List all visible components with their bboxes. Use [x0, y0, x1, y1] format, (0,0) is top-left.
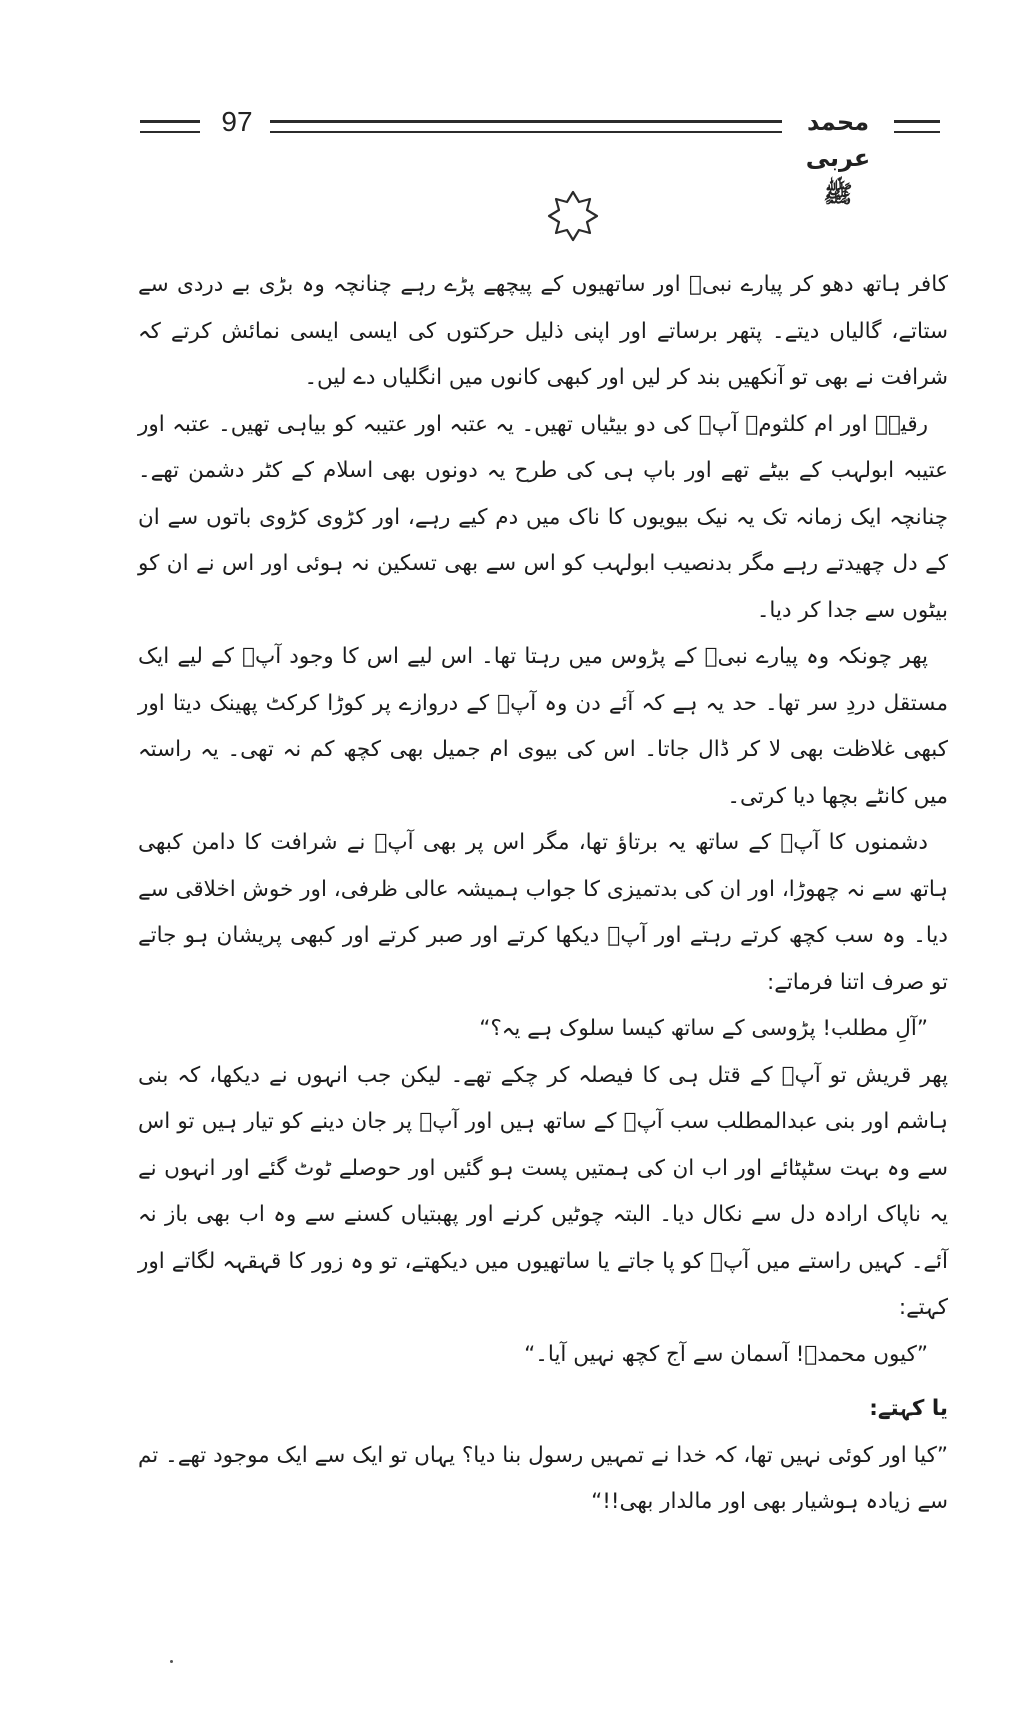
page-number: 97: [221, 106, 253, 137]
paper-speck: [170, 1660, 173, 1663]
header-rule-right: [894, 120, 940, 133]
header-rule-middle: [270, 120, 782, 133]
quote-3: ”کیا اور کوئی نہیں تھا، کہ خدا نے تمہیں رسول بنا دیا؟ یہاں تو ایک سے ایک موجود تھے۔ تم سے زیادہ ہوشیار بھی اور مالدار بھی!!“: [138, 1442, 948, 1514]
running-header: [140, 104, 940, 208]
quote-2: ”کیوں محمدؐ! آسمان سے آج کچھ نہیں آیا۔“: [524, 1341, 928, 1367]
quote-1: ”آلِ مطلب! پڑوسی کے ساتھ کیسا سلوک ہے یہ؟“: [479, 1016, 928, 1041]
paragraph-4: دشمنوں کا آپؐ کے ساتھ یہ برتاؤ تھا، مگر اس پر بھی آپؐ نے شرافت کا دامن کبھی ہاتھ سے نہ چھوڑا، اور ان کی بدتمیزی کا جواب ہمیشہ عالی ظرفی، اور خوش اخلاقی سے دیا۔ وہ سب کچھ کرتے رہتے اور آپؐ دیکھا کرتے اور صبر کرتے اور کبھی پریشان ہو جاتے تو صرف اتنا فرماتے:: [138, 830, 948, 995]
body-text: [138, 262, 948, 1526]
eight-point-star-icon: [545, 188, 601, 244]
paragraph-1: کافر ہاتھ دھو کر پیارے نبیؐ اور ساتھیوں کے پیچھے پڑے رہے چنانچہ وہ بڑی بے دردی سے ستاتے، گالیاں دیتے۔ پتھر برساتے اور اپنی ذلیل حرکتوں کی ایسی ایسی نمائش کرتے کہ شرافت نے بھی تو آنکھیں بند کر لیں اور کبھی کانوں میں انگلیاں دے لیں۔: [138, 272, 948, 390]
paragraph-5: پھر قریش تو آپؐ کے قتل ہی کا فیصلہ کر چکے تھے۔ لیکن جب انہوں نے دیکھا، کہ بنی ہاشم اور بنی عبدالمطلب سب آپؐ کے ساتھ ہیں اور آپؐ پر جان دینے کو تیار ہیں تو اس سے وہ بہت سٹپٹائے اور اب ان کی ہمتیں پست ہو گئیں اور حوصلے ٹوٹ گئے اور انہوں نے یہ ناپاک ارادہ دل سے نکال دیا۔ البتہ چوٹیں کرنے اور پھبتیاں کسنے سے وہ اب بھی باز نہ آئے۔ کہیں راستے میں آپؐ کو پا جاتے یا ساتھیوں میں دیکھتے، تو وہ زور کا قہقہہ لگاتے اور کہتے:: [138, 1062, 948, 1320]
header-rule-left: [140, 120, 200, 133]
paragraph-2: رقیہؓ اور ام کلثومؓ آپؐ کی دو بیٹیاں تھیں۔ یہ عتبہ اور عتیبہ کو بیاہی تھیں۔ عتبہ اور عتیبہ ابولہب کے بیٹے تھے اور باپ ہی کی طرح یہ دونوں بھی اسلام کے کٹر دشمن تھے۔ چنانچہ ایک زمانہ تک یہ نیک بیویوں کا ناک میں دم کیے رہے، اور کڑوی کڑوی باتوں سے ان کے دل چھیدتے رہے مگر بدنصیب ابولہب کو اس سے بھی تسکین نہ ہوئی اور اس نے ان کو بیٹوں سے جدا کر دیا۔: [138, 411, 948, 623]
paragraph-3: پھر چونکہ وہ پیارے نبیؐ کے پڑوس میں رہتا تھا۔ اس لیے اس کا وجود آپؐ کے لیے ایک مستقل دردِ سر تھا۔ حد یہ ہے کہ آئے دن وہ آپؐ کے دروازے پر کوڑا کرکٹ پھینک دیتا اور کبھی غلاظت بھی لا کر ڈال جاتا۔ اس کی بیوی ام جمیل بھی کچھ کم نہ تھی۔ یہ راستہ میں کانٹے بچھا دیا کرتی۔: [138, 644, 948, 809]
paragraph-6: یا کہتے:: [869, 1396, 948, 1421]
book-title: محمد عربی ﷺ: [805, 108, 871, 208]
